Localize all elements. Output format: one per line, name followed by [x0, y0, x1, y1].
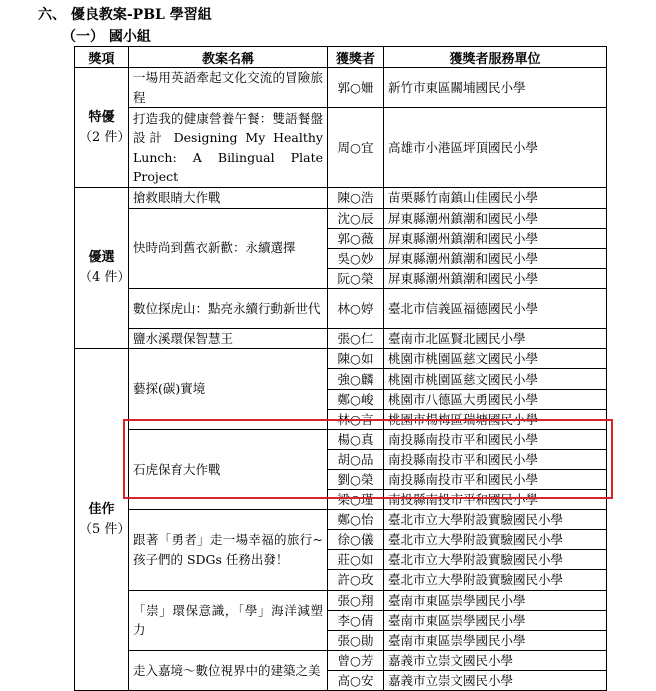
winner-school: 屏東縣潮州鎮潮和國民小學	[384, 208, 607, 228]
winner-school: 屏東縣潮州鎮潮和國民小學	[384, 228, 607, 248]
winner-name: 強○麟	[328, 369, 384, 389]
project-title: 「崇」環保意識，「學」海洋減塑力	[129, 590, 328, 650]
table-header-row	[75, 47, 607, 68]
winner-school: 南投縣南投市平和國民小學	[384, 469, 607, 489]
winner-school: 臺北市立大學附設實驗國民小學	[384, 530, 607, 550]
winner-name: 林○婷	[328, 288, 384, 328]
table-row	[75, 208, 607, 228]
project-title: 搶救眼睛大作戰	[129, 188, 328, 209]
winner-school: 南投縣南投市平和國民小學	[384, 429, 607, 449]
header-winner: 獲獎者	[328, 47, 384, 68]
winner-school: 屏東縣潮州鎮潮和國民小學	[384, 268, 607, 288]
winner-school: 臺北市立大學附設實驗國民小學	[384, 570, 607, 590]
winner-name: 梁○瑾	[328, 490, 384, 510]
awards-table	[74, 46, 607, 691]
winner-school: 臺南市東區崇學國民小學	[384, 590, 607, 610]
winner-school: 桃園市楊梅區瑞塘國民小學	[384, 409, 607, 429]
winner-school: 臺南市東區崇學國民小學	[384, 630, 607, 650]
category-count: （4 件）	[79, 270, 131, 286]
header-school: 獲獎者服務單位	[384, 47, 607, 68]
winner-name: 張○勛	[328, 630, 384, 650]
section-title: 六、 優良教案-PBL 學習組	[38, 7, 212, 23]
winner-school: 高雄市小港區坪頂國民小學	[384, 108, 607, 188]
project-title: 鹽水溪環保智慧王	[129, 328, 328, 349]
winner-name: 胡○品	[328, 449, 384, 469]
table-row	[75, 650, 607, 670]
winner-name: 楊○真	[328, 429, 384, 449]
project-title: 一場用英語牽起文化交流的冒險旅程	[129, 68, 328, 108]
winner-school: 嘉義市立崇文國民小學	[384, 650, 607, 670]
winner-school: 臺北市立大學附設實驗國民小學	[384, 550, 607, 570]
table-row	[75, 510, 607, 530]
table-row	[75, 590, 607, 610]
project-title: 走入嘉境～數位視界中的建築之美	[129, 650, 328, 690]
category-count: （5 件）	[79, 521, 131, 537]
winner-name: 陳○如	[328, 349, 384, 369]
winner-name: 周○宜	[328, 108, 384, 188]
winner-name: 李○倩	[328, 610, 384, 630]
winner-school: 嘉義市立崇文國民小學	[384, 670, 607, 690]
table-row	[75, 429, 607, 449]
winner-name: 沈○辰	[328, 208, 384, 228]
project-title: 藝探(碳)實境	[129, 349, 328, 429]
winner-school: 桃園市八德區大勇國民小學	[384, 389, 607, 409]
winner-school: 新竹市東區關埔國民小學	[384, 68, 607, 108]
winner-school: 臺北市立大學附設實驗國民小學	[384, 510, 607, 530]
winner-school: 桃園市桃園區慈文國民小學	[384, 369, 607, 389]
winner-school: 南投縣南投市平和國民小學	[384, 449, 607, 469]
winner-name: 莊○如	[328, 550, 384, 570]
table-row	[75, 328, 607, 349]
category-name: 特優	[88, 109, 115, 125]
winner-school: 桃園市桃園區慈文國民小學	[384, 349, 607, 369]
table-row	[75, 349, 607, 369]
winner-name: 鄭○怡	[328, 510, 384, 530]
project-title: 快時尚到舊衣新歡：永續選擇	[129, 208, 328, 288]
category-cell	[75, 349, 129, 691]
winner-name: 曾○芳	[328, 650, 384, 670]
winner-name: 郭○薇	[328, 228, 384, 248]
table-row	[75, 68, 607, 108]
winner-name: 高○安	[328, 670, 384, 690]
winner-school: 南投縣南投市平和國民小學	[384, 490, 607, 510]
winner-name: 郭○姍	[328, 68, 384, 108]
project-title: 石虎保育大作戰	[129, 429, 328, 509]
winner-name: 阮○榮	[328, 268, 384, 288]
winner-name: 吳○妙	[328, 248, 384, 268]
project-title: 跟著「勇者」走一場幸福的旅行~孩子們的 SDGs 任務出發！	[129, 510, 328, 590]
category-cell	[75, 68, 129, 188]
winner-name: 劉○榮	[328, 469, 384, 489]
header-project-name: 教案名稱	[129, 47, 328, 68]
table-row	[75, 188, 607, 209]
winner-name: 徐○儀	[328, 530, 384, 550]
winner-name: 林○言	[328, 409, 384, 429]
winner-name: 張○翔	[328, 590, 384, 610]
header-award: 獎項	[75, 47, 129, 68]
winner-name: 張○仁	[328, 328, 384, 349]
table-row	[75, 288, 607, 328]
winner-name: 鄭○峻	[328, 389, 384, 409]
winner-school: 苗栗縣竹南鎮山佳國民小學	[384, 188, 607, 209]
winner-school: 臺北市信義區福德國民小學	[384, 288, 607, 328]
category-cell	[75, 188, 129, 349]
category-name: 優選	[88, 250, 115, 266]
table-row	[75, 108, 607, 188]
winner-name: 許○玫	[328, 570, 384, 590]
winner-school: 臺南市北區賢北國民小學	[384, 328, 607, 349]
winner-name: 陳○浩	[328, 188, 384, 209]
project-title: 打造我的健康營養午餐：雙語餐盤設計 Designing My Healthy Lunch: A Bilingual Plate Project	[129, 108, 328, 188]
winner-school: 屏東縣潮州鎮潮和國民小學	[384, 248, 607, 268]
category-name: 佳作	[88, 501, 115, 517]
category-count: （2 件）	[79, 129, 131, 145]
project-title: 數位探虎山：點亮永續行動新世代	[129, 288, 328, 328]
winner-school: 臺南市東區崇學國民小學	[384, 610, 607, 630]
subsection-title: （一） 國小組	[62, 29, 151, 45]
